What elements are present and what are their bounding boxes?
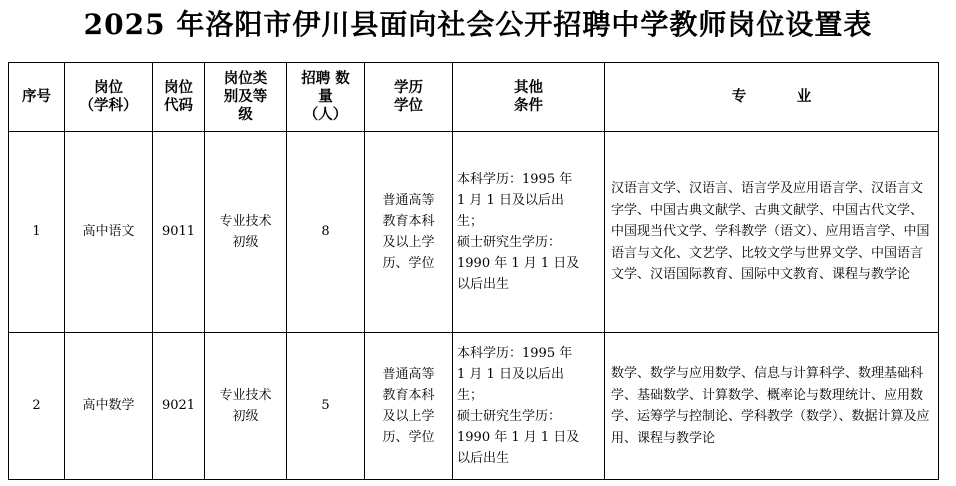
header-major: 专 业 <box>605 63 939 132</box>
cell-major: 数学、数学与应用数学、信息与计算科学、数理基础科学、基础数学、计算数学、概率论与数理统计、应用数学、运筹学与控制论、学科教学（数学）、数据计算及应用、课程与教学论 <box>605 333 939 480</box>
cell-category: 专业技术 初级 <box>205 132 287 333</box>
cell-code: 9011 <box>153 132 205 333</box>
cell-seq: 2 <box>9 333 65 480</box>
cell-count: 5 <box>287 333 365 480</box>
table-row <box>9 333 939 480</box>
cell-education: 普通高等 教育本科 及以上学 历、学位 <box>365 132 453 333</box>
cell-other: 本科学历：1995 年 1 月 1 日及以后出 生； 硕士研究生学历： 1990 年 1 月 1 日及 以后出生 <box>453 333 605 480</box>
cell-education: 普通高等 教育本科 及以上学 历、学位 <box>365 333 453 480</box>
header-seq: 序号 <box>9 63 65 132</box>
cell-other: 本科学历：1995 年 1 月 1 日及以后出 生； 硕士研究生学历： 1990 年 1 月 1 日及 以后出生 <box>453 132 605 333</box>
header-education: 学历 学位 <box>365 63 453 132</box>
cell-category: 专业技术 初级 <box>205 333 287 480</box>
cell-count: 8 <box>287 132 365 333</box>
cell-code: 9021 <box>153 333 205 480</box>
cell-post: 高中数学 <box>65 333 153 480</box>
table-row <box>9 132 939 333</box>
header-post: 岗位 （学科） <box>65 63 153 132</box>
cell-major: 汉语言文学、汉语言、语言学及应用语言学、汉语言文字学、中国古典文献学、古典文献学、中国古代文学、中国现当代文学、学科教学（语文）、应用语言学、中国语言与文化、文艺学、比较文学与世界文学、中国语言文学、汉语国际教育、国际中文教育、课程与教学论 <box>605 132 939 333</box>
header-other: 其他 条件 <box>453 63 605 132</box>
table-header-row <box>9 63 939 132</box>
cell-seq: 1 <box>9 132 65 333</box>
page-title: 2025 年洛阳市伊川县面向社会公开招聘中学教师岗位设置表 <box>83 8 873 41</box>
header-category: 岗位类 别及等 级 <box>205 63 287 132</box>
position-table <box>8 62 939 480</box>
header-count: 招聘 数 量 （人） <box>287 63 365 132</box>
cell-post: 高中语文 <box>65 132 153 333</box>
header-code: 岗位 代码 <box>153 63 205 132</box>
